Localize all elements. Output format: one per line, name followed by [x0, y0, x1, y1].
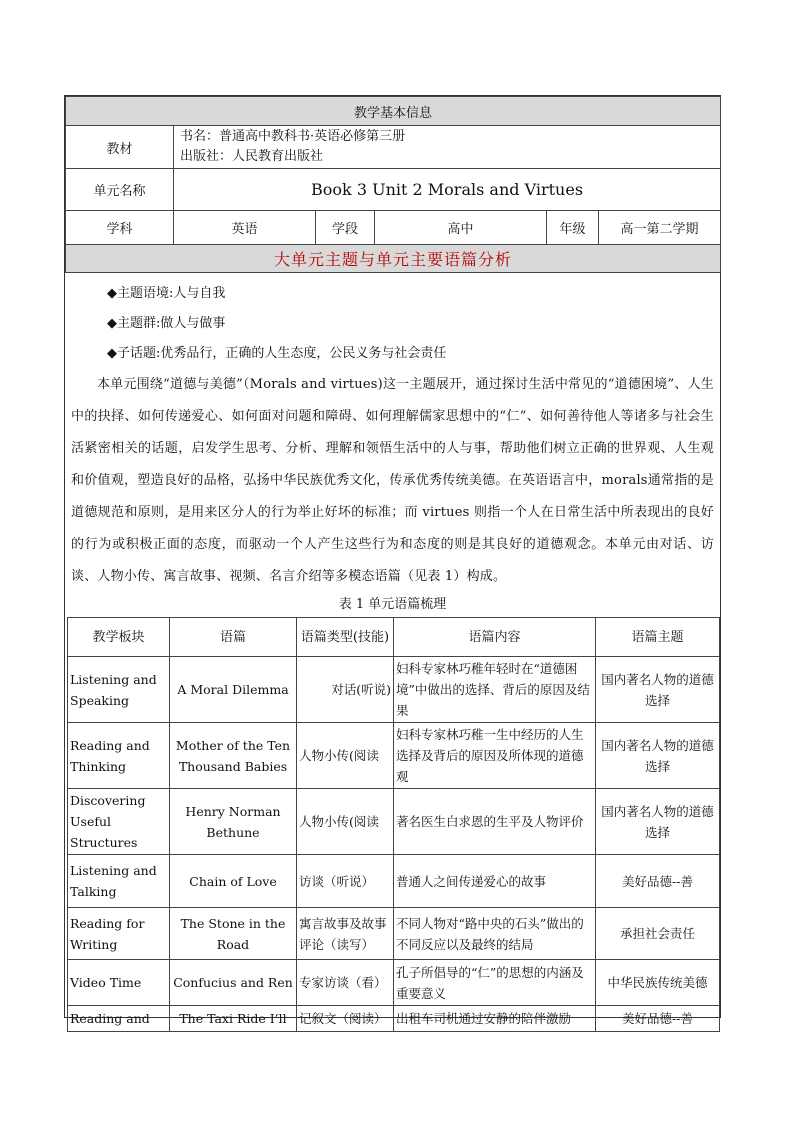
textbook-publisher: 出版社：人民教育出版社 [180, 149, 324, 164]
cell-text: The Stone in the Road [170, 908, 297, 960]
cell-theme: 国内著名人物的道德选择 [596, 789, 720, 855]
unit-label: 单元名称 [66, 169, 174, 211]
cell-content: 妇科专家林巧稚一生中经历的人生选择及背后的原因及所体现的道德观 [394, 723, 596, 789]
cell-text: Confucius and Ren [170, 960, 297, 1006]
cell-theme: 中华民族传统美德 [596, 960, 720, 1006]
col-header-content: 语篇内容 [394, 618, 596, 657]
unit-overview-paragraph: 本单元围绕“道德与美德”（Morals and virtues)这一主题展开，通过探讨生活中常见的“道德困境”、人生中的抉择、如何传递爱心、如何面对问题和障碍、如何理解儒家思想中的“仁”、如何善待他人等诸多与社会生活紧密相关的话题，启发学生思考、分析、理解和领悟生活中的人与事，帮助他们树立正确的世界观、人生观和价值观，塑造良好的品格，弘扬中华民族优秀文化，传承优秀传统美德。在英语语言中，morals通常指的是道德规范和原则，是用来区分人的行为举止好坏的标准；而 virtues 则指一个人在日常生活中所表现出的良好的行为或积极正面的态度，而驱动一个人产生这些行为和态度的则是其良好的道德观念。本单元由对话、访谈、人物小传、寓言故事、视频、名言介绍等多模态语篇（见表 1）构成。 [71, 377, 714, 584]
table-row [68, 1006, 720, 1032]
lesson-plan-frame [64, 95, 721, 1026]
cell-type: 人物小传(阅读 [297, 723, 394, 789]
table-row [68, 960, 720, 1006]
table-row [68, 657, 720, 723]
cell-text: The Taxi Ride I’ll [170, 1006, 297, 1032]
table-row [68, 789, 720, 855]
cell-text: Henry Norman Bethune [170, 789, 297, 855]
cell-content: 孔子所倡导的“仁”的思想的内涵及重要意义 [394, 960, 596, 1006]
cell-content: 普通人之间传递爱心的故事 [394, 855, 596, 908]
cell-theme: 承担社会责任 [596, 908, 720, 960]
table-row [68, 908, 720, 960]
cell-module: Discovering Useful Structures [68, 789, 170, 855]
basic-info-header: 教学基本信息 [66, 97, 721, 126]
cell-theme: 国内著名人物的道德选择 [596, 657, 720, 723]
cell-module: Reading for Writing [68, 908, 170, 960]
cell-type: 访谈（听说） [297, 855, 394, 908]
col-header-type: 语篇类型(技能) [297, 618, 394, 657]
sub-topic: ◆子话题:优秀品行，正确的人生态度，公民义务与社会责任 [107, 346, 447, 361]
table-row [68, 723, 720, 789]
stage-value: 高中 [375, 211, 547, 245]
cell-text: A Moral Dilemma [170, 657, 297, 723]
cell-text: Chain of Love [170, 855, 297, 908]
cell-content: 著名医生白求恩的生平及人物评价 [394, 789, 596, 855]
cell-type: 记叙文（阅读） [297, 1006, 394, 1032]
analysis-title: 大单元主题与单元主要语篇分析 [66, 245, 721, 273]
analysis-section [65, 273, 720, 617]
topic-context: ◆主题语境:人与自我 [107, 286, 226, 301]
subject-value: 英语 [174, 211, 316, 245]
subject-label: 学科 [66, 211, 174, 245]
unit-name: Book 3 Unit 2 Morals and Virtues [174, 169, 721, 211]
cell-content: 出租车司机通过安静的陪伴激励 [394, 1006, 596, 1032]
topic-group: ◆主题群:做人与做事 [107, 316, 226, 331]
col-header-text: 语篇 [170, 618, 297, 657]
cell-type: 对话(听说) [297, 657, 394, 723]
col-header-module: 教学板块 [68, 618, 170, 657]
table-caption: 表 1 单元语篇梳理 [338, 597, 447, 612]
table-row [68, 855, 720, 908]
grade-label: 年级 [547, 211, 599, 245]
textbook-label: 教材 [66, 126, 174, 169]
cell-content: 不同人物对“路中央的石头”做出的不同反应以及最终的结局 [394, 908, 596, 960]
cell-module: Video Time [68, 960, 170, 1006]
grade-value: 高一第二学期 [599, 211, 721, 245]
discourse-table [67, 617, 720, 1032]
col-header-theme: 语篇主题 [596, 618, 720, 657]
cell-type: 专家访谈（看） [297, 960, 394, 1006]
cell-module: Listening and Talking [68, 855, 170, 908]
stage-label: 学段 [316, 211, 375, 245]
cell-module: Reading and [68, 1006, 170, 1032]
cell-text: Mother of the Ten Thousand Babies [170, 723, 297, 789]
cell-type: 人物小传(阅读 [297, 789, 394, 855]
cell-module: Listening and Speaking [68, 657, 170, 723]
cell-content: 妇科专家林巧稚年轻时在“道德困境”中做出的选择、背后的原因及结果 [394, 657, 596, 723]
cell-module: Reading and Thinking [68, 723, 170, 789]
textbook-title: 书名：普通高中教科书·英语必修第三册 [180, 129, 406, 144]
table-header-row [68, 618, 720, 657]
basic-info-table [65, 96, 721, 273]
cell-theme: 美好品德--善 [596, 855, 720, 908]
cell-type: 寓言故事及故事评论（读写） [297, 908, 394, 960]
cell-theme: 国内著名人物的道德选择 [596, 723, 720, 789]
cell-theme: 美好品德--善 [596, 1006, 720, 1032]
